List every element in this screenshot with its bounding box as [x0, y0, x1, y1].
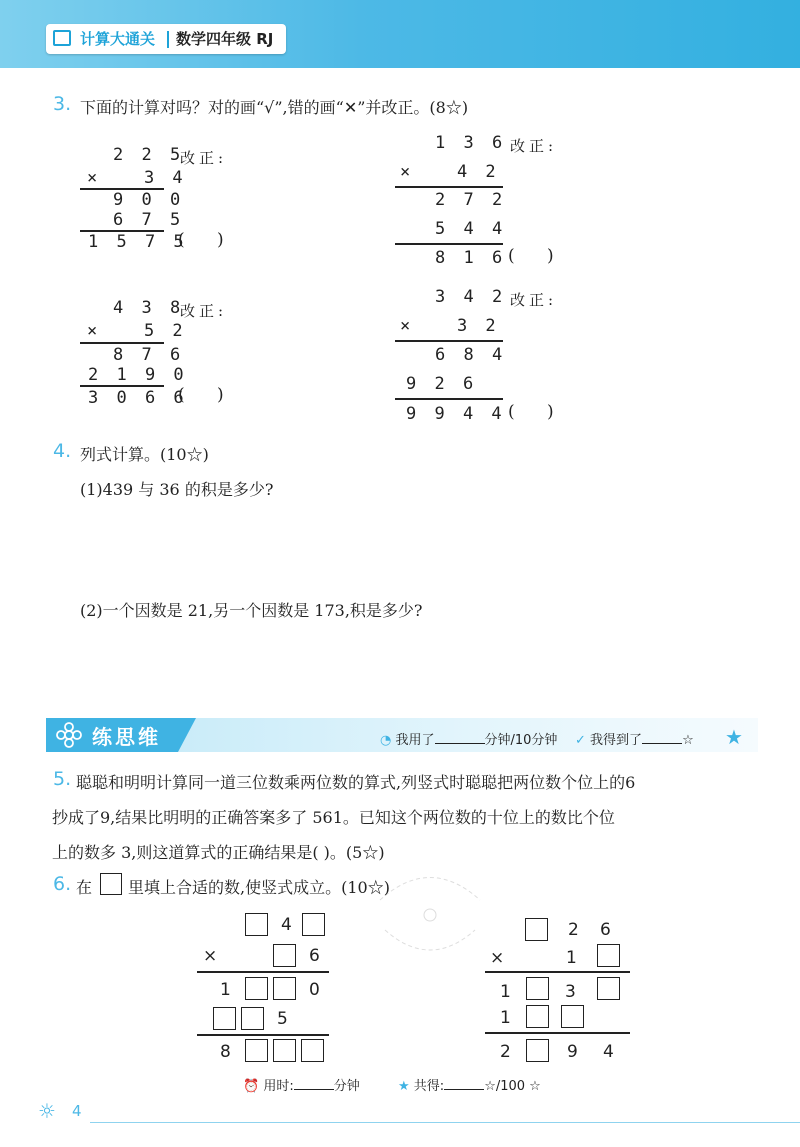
p3-row-1: 8 7 6	[113, 345, 185, 365]
p2-line-2	[395, 243, 503, 245]
left-box-e3[interactable]	[301, 1039, 324, 1062]
sun-icon: ☼	[38, 1099, 56, 1123]
p2-row-1: 2 7 2	[435, 190, 507, 210]
p3-answer-paren[interactable]: ( )	[178, 385, 224, 405]
p1-row-1: 9 0 0	[113, 190, 185, 210]
star-icon: ★	[725, 725, 743, 749]
footer-time-field[interactable]	[243, 1075, 360, 1094]
p3-result: 3 0 6 6	[88, 388, 188, 408]
watermark-stamp	[360, 860, 500, 980]
right-box-b2[interactable]	[597, 944, 620, 967]
p1-multiplier: × 3 4	[87, 168, 187, 188]
footer-time-suffix: 分钟	[333, 1079, 360, 1094]
score-prefix: 我得到了	[590, 733, 643, 748]
p4-answer-paren[interactable]: ( )	[508, 402, 554, 422]
right-times-sign: ×	[490, 948, 505, 968]
question-6-text-post: 里填上合适的数,使竖式成立。(10☆)	[128, 878, 390, 897]
score-star: ☆	[682, 733, 694, 748]
p3-row-2: 2 1 9 0	[88, 365, 188, 385]
question-4-text: 列式计算。(10☆)	[80, 445, 209, 464]
right-box-c3[interactable]	[597, 977, 620, 1000]
left-box-a1[interactable]	[245, 913, 268, 936]
question-5-line-1: 聪聪和明明计算同一道三位数乘两位数的算式,列竖式时聪聪把两位数个位上的6	[76, 773, 636, 792]
subject-grade: 数学四年级 RJ	[176, 30, 274, 48]
p2-row-2: 5 4 4	[435, 219, 507, 239]
question-6-text-pre: 在	[76, 878, 93, 897]
right-row1-digit-3: 3	[565, 982, 576, 1002]
alarm-clock-icon: ⏰	[243, 1079, 260, 1094]
time-used-suffix: 分钟/10分钟	[484, 733, 558, 748]
right-result-digit-4: 4	[603, 1042, 614, 1062]
p4-multiplicand: 3 4 2	[435, 287, 507, 307]
p3-multiplier: × 5 2	[87, 321, 187, 341]
left-digit-6: 6	[309, 946, 320, 966]
p1-answer-paren[interactable]: ( )	[178, 230, 224, 250]
book-icon	[53, 30, 71, 46]
question-3-text: 下面的计算对吗？对的画“√”,错的画“✕”并改正。(8☆)	[80, 98, 469, 117]
footer-time-prefix: 用时:	[263, 1079, 294, 1094]
p4-row-2: 9 2 6	[406, 374, 478, 394]
right-box-d1[interactable]	[526, 1005, 549, 1028]
p1-row-2: 6 7 5	[113, 210, 185, 230]
header-divider	[167, 31, 169, 48]
flower-icon	[56, 722, 82, 748]
left-box-a3[interactable]	[302, 913, 325, 936]
time-used-field[interactable]	[380, 729, 557, 748]
inline-answer-box	[100, 873, 122, 895]
right-line-2	[485, 1032, 630, 1034]
p1-correction-label: 改正:	[180, 149, 228, 167]
p4-result: 9 9 4 4	[406, 404, 506, 424]
score-blank[interactable]	[642, 731, 682, 744]
right-row1-digit-1: 1	[500, 982, 511, 1002]
check-icon: ✓	[575, 733, 586, 748]
left-times-sign: ×	[203, 946, 218, 966]
left-box-c1[interactable]	[245, 977, 268, 1000]
p1-result: 1 5 7 5	[88, 232, 188, 252]
left-result-digit-8: 8	[220, 1042, 231, 1062]
p4-multiplier: × 3 2	[400, 316, 500, 336]
right-box-c1[interactable]	[526, 977, 549, 1000]
question-5-number: 5.	[53, 768, 72, 790]
p2-line-1	[395, 186, 503, 188]
right-result-digit-9: 9	[567, 1042, 578, 1062]
left-box-c2[interactable]	[273, 977, 296, 1000]
right-digit-6: 6	[600, 920, 611, 940]
right-box-a1[interactable]	[525, 918, 548, 941]
left-row1-digit-1: 1	[220, 980, 231, 1000]
clock-icon: ◔	[380, 733, 392, 748]
left-box-d1[interactable]	[213, 1007, 236, 1030]
question-4-number: 4.	[53, 440, 72, 462]
score-field[interactable]	[575, 729, 694, 748]
right-result-digit-2: 2	[500, 1042, 511, 1062]
p2-result: 8 1 6	[435, 248, 507, 268]
p3-line-2	[80, 385, 164, 387]
question-6-number: 6.	[53, 873, 72, 895]
series-title: 计算大通关	[80, 30, 156, 48]
time-used-prefix: 我用了	[395, 733, 435, 748]
think-banner-title: 练思维	[92, 725, 161, 749]
p3-multiplicand: 4 3 8	[113, 298, 185, 318]
left-box-d2[interactable]	[241, 1007, 264, 1030]
right-box-e1[interactable]	[526, 1039, 549, 1062]
p4-row-1: 6 8 4	[435, 345, 507, 365]
p2-multiplier: × 4 2	[400, 162, 500, 182]
question-5-line-3: 上的数多 3,则这道算式的正确结果是( )。(5☆)	[52, 843, 385, 862]
question-3-number: 3.	[53, 93, 72, 115]
p3-correction-label: 改正:	[180, 302, 228, 320]
footer-time-blank[interactable]	[294, 1077, 334, 1090]
p4-line-2	[395, 398, 503, 400]
left-digit-4: 4	[281, 915, 292, 935]
bottom-rule	[90, 1122, 800, 1123]
left-box-e2[interactable]	[273, 1039, 296, 1062]
footer-score-prefix: 共得:	[413, 1079, 445, 1094]
right-digit-2: 2	[568, 920, 579, 940]
p1-multiplicand: 2 2 5	[113, 145, 185, 165]
right-row2-digit-1: 1	[500, 1008, 511, 1028]
right-line-1	[485, 971, 630, 973]
p2-answer-paren[interactable]: ( )	[508, 246, 554, 266]
p4-correction-label: 改正:	[510, 291, 558, 309]
footer-score-field[interactable]	[398, 1075, 541, 1094]
p3-line-1	[80, 342, 164, 344]
left-box-e1[interactable]	[245, 1039, 268, 1062]
time-used-blank[interactable]	[435, 731, 485, 744]
p2-multiplicand: 1 3 6	[435, 133, 507, 153]
left-box-b1[interactable]	[273, 944, 296, 967]
left-line-1	[197, 971, 329, 973]
footer-score-blank[interactable]	[444, 1077, 484, 1090]
footer-score-suffix: ☆/100 ☆	[484, 1079, 541, 1094]
left-line-2	[197, 1034, 329, 1036]
left-row1-digit-0: 0	[309, 980, 320, 1000]
left-row2-digit-5: 5	[277, 1009, 288, 1029]
question-4-sub-1: (1)439 与 36 的积是多少?	[80, 480, 274, 499]
page-number: 4	[72, 1102, 82, 1120]
right-box-d2[interactable]	[561, 1005, 584, 1028]
question-5-line-2: 抄成了9,结果比明明的正确答案多了 561。已知这个两位数的十位上的数比个位	[52, 808, 615, 827]
p2-correction-label: 改正:	[510, 137, 558, 155]
footer-star-icon: ★	[398, 1079, 410, 1094]
p4-line-1	[395, 340, 503, 342]
question-4-sub-2: (2)一个因数是 21,另一个因数是 173,积是多少?	[80, 601, 423, 620]
right-digit-1: 1	[566, 948, 577, 968]
